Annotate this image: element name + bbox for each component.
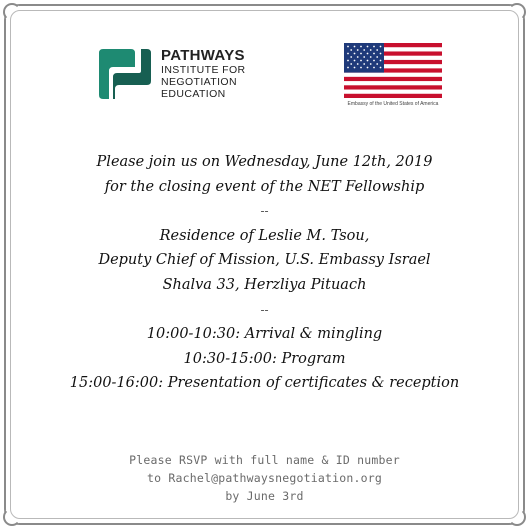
logo-subtitle-line: NEGOTIATION (161, 76, 237, 88)
schedule-item: 10:00-10:30: Arrival & mingling (146, 326, 383, 343)
rsvp-text (20, 451, 509, 505)
embassy-caption: Embassy of the United States of America (347, 101, 439, 107)
venue-line: Deputy Chief of Mission, U.S. Embassy Israel (98, 252, 431, 269)
separator: -- (260, 302, 269, 317)
separator: -- (260, 204, 269, 219)
logo-subtitle-line: EDUCATION (161, 88, 226, 100)
rsvp-email[interactable]: to Rachel@pathwaysnegotiation.org (146, 471, 383, 485)
rsvp-line: Please RSVP with full name & ID number (129, 453, 400, 467)
schedule-item: 10:30-15:00: Program (183, 350, 346, 367)
logo-text (161, 48, 246, 100)
pathways-logo-icon (97, 47, 153, 101)
invitation-line: for the closing event of the NET Fellowship (104, 178, 425, 195)
logo-title: PATHWAYS (161, 47, 245, 64)
invitation-text (20, 150, 509, 396)
address-line: Shalva 33, Herzliya Pituach (162, 276, 367, 293)
schedule-item: 15:00-16:00: Presentation of certificates & reception (69, 375, 460, 392)
embassy-seal (344, 43, 442, 107)
logo-subtitle-line: INSTITUTE FOR (161, 64, 246, 76)
rsvp-deadline: by June 3rd (225, 489, 304, 503)
pathways-logo (97, 47, 246, 101)
us-flag-icon (344, 43, 442, 98)
invitation-line: Please join us on Wednesday, June 12th, 2019 (96, 154, 433, 170)
venue-line: Residence of Leslie M. Tsou, (159, 227, 370, 244)
